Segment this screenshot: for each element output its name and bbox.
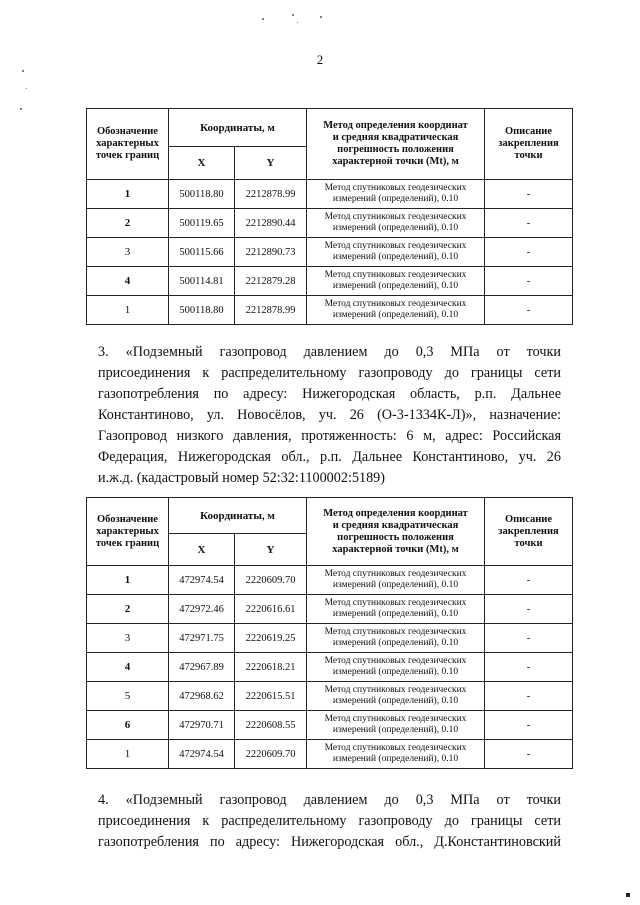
- header-designation: Обозначение характерных точек границ: [87, 109, 169, 180]
- table-row: 3 500115.66 2212890.73 Метод спутниковых геодезических измерений (определений), 0.10 -: [87, 238, 573, 267]
- header-coordinates: Координаты, м: [169, 109, 307, 147]
- header-method: Метод определения координат и средняя квадратическая погрешность положения характерной точки (Mt), м: [307, 109, 485, 180]
- paragraph-line: 3. «Подземный газопровод давлением до 0,3 МПа от точки: [98, 344, 561, 360]
- page-number: 2: [316, 52, 324, 67]
- header-coordinates: Координаты, м: [169, 498, 307, 534]
- table-row: 1 472974.54 2220609.70 Метод спутниковых геодезических измерений (определений), 0.10 -: [87, 566, 573, 595]
- paragraph-line: присоединения к распределительному газопроводу до границы сети: [98, 813, 561, 829]
- paragraph-3: [98, 342, 561, 489]
- paragraph-line: присоединения к распределительному газопроводу до границы сети: [98, 365, 561, 381]
- header-y: Y: [235, 534, 307, 566]
- paragraph-4: [98, 790, 561, 853]
- header-description: Описание закрепления точки: [485, 109, 573, 180]
- paragraph-line: Газопровод низкого давления, протяженность: 6 м, адрес: Российская: [98, 428, 561, 444]
- table-row: 1 472974.54 2220609.70 Метод спутниковых геодезических измерений (определений), 0.10 -: [87, 740, 573, 769]
- header-y: Y: [235, 147, 307, 180]
- table-row: 1 500118.80 2212878.99 Метод спутниковых геодезических измерений (определений), 0.10 -: [87, 180, 573, 209]
- table-row: 2 472972.46 2220616.61 Метод спутниковых геодезических измерений (определений), 0.10 -: [87, 595, 573, 624]
- paragraph-line: газопотребления по адресу: Нижегородская обл., Д.Константиновский: [98, 834, 561, 850]
- table-row: 6 472970.71 2220608.55 Метод спутниковых геодезических измерений (определений), 0.10 -: [87, 711, 573, 740]
- paragraph-line: газопотребления по адресу: Нижегородская область, р.п. Дальнее: [98, 386, 561, 402]
- coordinates-table-2: [86, 497, 573, 769]
- table-row: 5 472968.62 2220615.51 Метод спутниковых геодезических измерений (определений), 0.10 -: [87, 682, 573, 711]
- paragraph-line: Константиново, ул. Новосёлов, уч. 26 (О-3-1334К-Л)», назначение:: [98, 407, 561, 423]
- header-x: X: [169, 147, 235, 180]
- table-row: 4 500114.81 2212879.28 Метод спутниковых геодезических измерений (определений), 0.10 -: [87, 267, 573, 296]
- paragraph-line: и.ж.д. (кадастровый номер 52:32:1100002:5189): [98, 470, 386, 486]
- header-description: Описание закрепления точки: [485, 498, 573, 566]
- header-method: Метод определения координат и средняя квадратическая погрешность положения характерной точки (Mt), м: [307, 498, 485, 566]
- table-row: 2 500119.65 2212890.44 Метод спутниковых геодезических измерений (определений), 0.10 -: [87, 209, 573, 238]
- coordinates-table-1: [86, 108, 573, 325]
- table-row: 4 472967.89 2220618.21 Метод спутниковых геодезических измерений (определений), 0.10 -: [87, 653, 573, 682]
- table-row: 3 472971.75 2220619.25 Метод спутниковых геодезических измерений (определений), 0.10 -: [87, 624, 573, 653]
- header-x: X: [169, 534, 235, 566]
- table-row: 1 500118.80 2212878.99 Метод спутниковых геодезических измерений (определений), 0.10 -: [87, 296, 573, 325]
- paragraph-line: 4. «Подземный газопровод давлением до 0,3 МПа от точки: [98, 792, 561, 808]
- paragraph-line: Федерация, Нижегородская обл., р.п. Дальнее Константиново, уч. 26: [98, 449, 561, 465]
- header-designation: Обозначение характерных точек границ: [87, 498, 169, 566]
